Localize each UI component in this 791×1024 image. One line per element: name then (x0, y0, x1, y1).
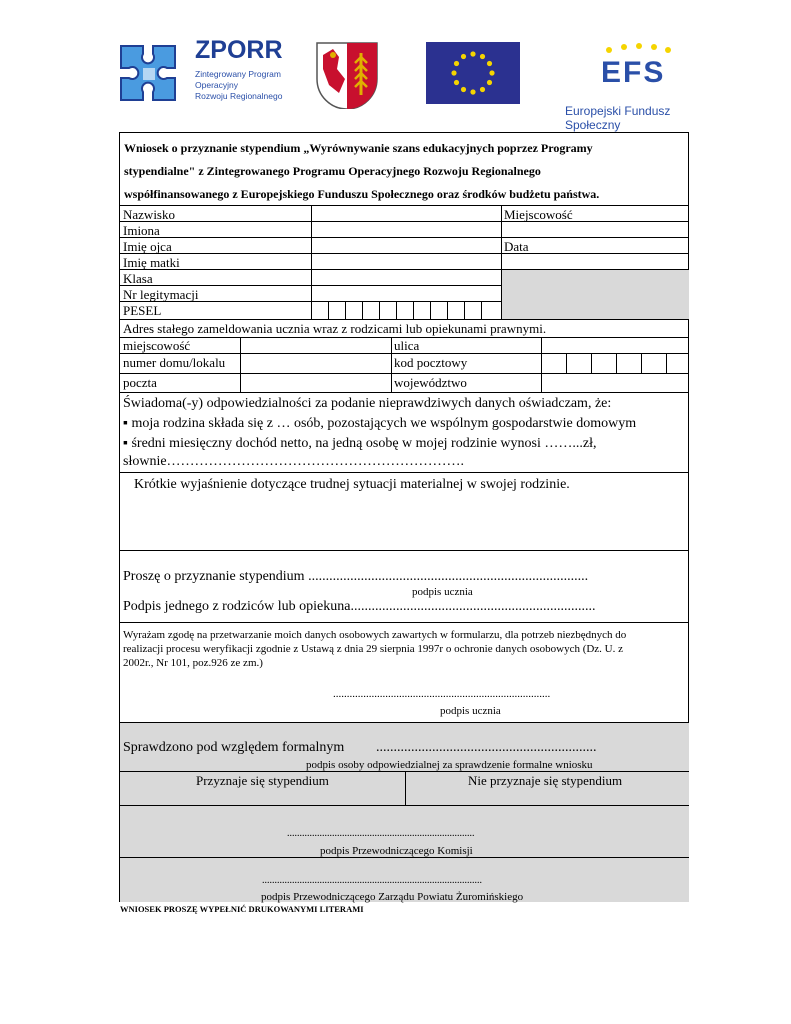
coat-of-arms-icon (315, 41, 379, 109)
stars-icon (603, 42, 673, 56)
checked-dots: ............................................................... (376, 740, 597, 755)
label-nazwisko: Nazwisko (123, 207, 175, 222)
label-numer-domu: numer domu/lokalu (123, 355, 226, 370)
consent-sig-ucznia: podpis ucznia (440, 705, 501, 717)
request-line-2: Podpis jednego z rodziców lub opiekuna...................................................................... (123, 599, 596, 614)
zporr-logo (113, 36, 288, 108)
label-imie-matki: Imię matki (123, 255, 180, 270)
zporr-sub3: Rozwoju Regionalnego (195, 91, 283, 101)
title-line-2: stypendialne" z Zintegrowanego Programu Operacyjnego Rozwoju Regionalnego (124, 164, 541, 178)
label-miejscowosc: miejscowość (123, 338, 191, 353)
puzzle-icon (113, 38, 185, 108)
zporr-sub2: Operacyjny (195, 80, 238, 90)
board-dots: ........................................................................................ (262, 875, 482, 886)
application-form (119, 132, 689, 902)
label-imie-ojca: Imię ojca (123, 239, 172, 254)
request-line-1: Proszę o przyznanie stypendium ................................................................................ (123, 569, 589, 584)
label-pesel: PESEL (123, 303, 162, 318)
consent-line-2: realizacji procesu weryfikacji zgodnie z Ustawą z dnia 29 sierpnia 1997r o ochronie danych osobowych (Dz. U. z (123, 643, 624, 655)
label-klasa: Klasa (123, 271, 153, 286)
title-line-1: Wniosek o przyznanie stypendium „Wyrównywanie szans edukacyjnych poprzez Programy (124, 141, 593, 155)
request-sig-ucznia: podpis ucznia (412, 586, 473, 598)
efs-logo (565, 42, 715, 132)
title-line-3: współfinansowanego z Europejskiego Funduszu Społecznego oraz środków budżetu państwa. (124, 187, 600, 201)
label-wojewodztwo: województwo (394, 375, 467, 390)
chair-sig: podpis Przewodniczącego Komisji (320, 845, 473, 857)
chair-dots: ........................................................................... (287, 828, 475, 839)
consent-dots: ............................................................................... (333, 688, 551, 700)
consent-line-1: Wyrażam zgodę na przetwarzanie moich danych osobowych zawartych w formularzu, dla potrzeb niezbędnych do (123, 629, 627, 641)
eu-flag (426, 42, 520, 109)
efs-name: EFS (601, 56, 666, 89)
gray-area-right (501, 269, 689, 319)
checked-sig: podpis osoby odpowiedzialnej za sprawdzenie formalne wniosku (306, 759, 593, 771)
board-sig: podpis Przewodniczącego Zarządu Powiatu Żuromińskiego (261, 891, 524, 903)
declaration-line-2: ▪ moja rodzina składa się z … osób, pozostających we wspólnym gospodarstwie domowym (123, 416, 637, 431)
declaration-line-1: Świadoma(-y) odpowiedzialności za podanie nieprawdziwych danych oświadczam, że: (123, 396, 612, 411)
label-miejscowosc-right: Miejscowość (504, 207, 573, 222)
eu-flag-icon (426, 42, 520, 104)
address-heading: Adres stałego zameldowania ucznia wraz z rodzicami lub opiekunami prawnymi. (123, 321, 547, 336)
not-granted-label: Nie przyznaje się stypendium (468, 773, 623, 788)
declaration-line-3: ▪ średni miesięczny dochód netto, na jedną osobę w mojej rodzinie wynosi ……...zł, (123, 436, 597, 451)
explanation-label: Krótkie wyjaśnienie dotyczące trudnej sytuacji materialnej w swojej rodzinie. (134, 477, 570, 492)
label-data: Data (504, 239, 529, 254)
form-title (124, 137, 684, 206)
label-kod-pocztowy: kod pocztowy (394, 355, 468, 370)
label-ulica: ulica (394, 338, 420, 353)
zporr-name: ZPORR (195, 36, 283, 64)
label-imiona: Imiona (123, 223, 160, 238)
label-poczta: poczta (123, 375, 157, 390)
granted-label: Przyznaje się stypendium (196, 773, 329, 788)
declaration-line-4: słownie………………………………………………………. (123, 454, 465, 469)
efs-caption: Europejski Fundusz Społeczny (565, 104, 671, 132)
consent-line-3: 2002r., Nr 101, poz.926 ze zm.) (123, 657, 263, 669)
checked-label: Sprawdzono pod względem formalnym (123, 740, 345, 755)
label-nr-legitymacji: Nr legitymacji (123, 287, 199, 302)
zporr-sub1: Zintegrowany Program (195, 69, 281, 79)
coat-of-arms (315, 41, 379, 114)
footnote: WNIOSEK PROSZĘ WYPEŁNIĆ DRUKOWANYMI LITERAMI (120, 904, 364, 914)
